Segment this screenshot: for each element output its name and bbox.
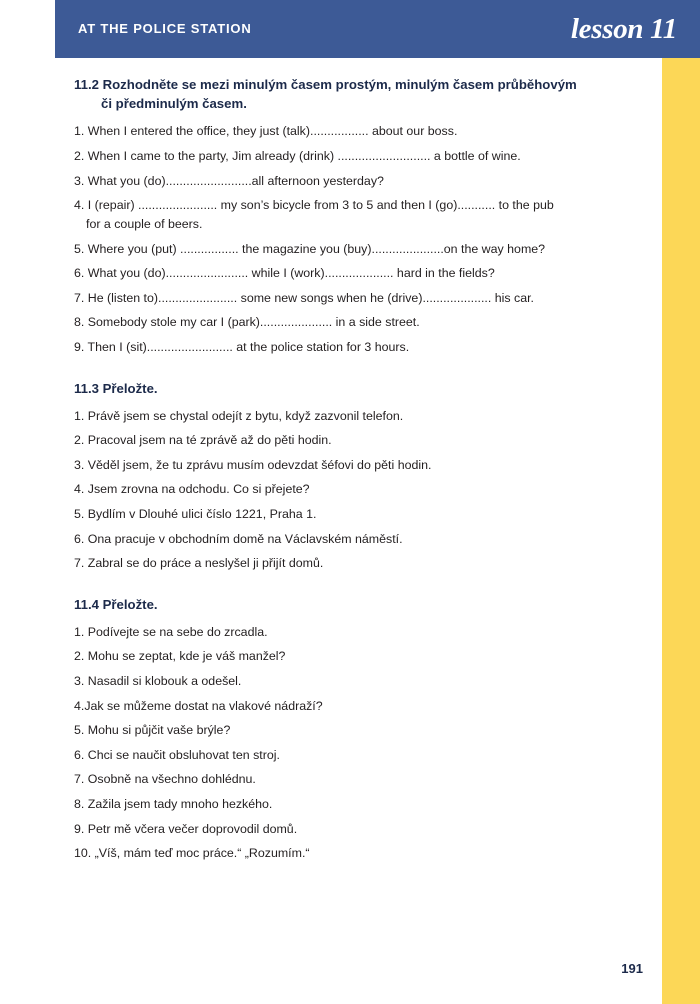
list-item-text: 9. Then I (sit)......................... at the police station for 3 hours. bbox=[74, 339, 410, 354]
list-item-text: 2. Mohu se zeptat, kde je váš manžel? bbox=[74, 649, 286, 664]
list-item bbox=[74, 338, 614, 357]
list-item bbox=[74, 289, 614, 308]
exercise-11-2-heading bbox=[74, 76, 614, 113]
list-item-text: 8. Zažila jsem tady mnoho hezkého. bbox=[74, 797, 273, 812]
list-item-text: 4. Jsem zrovna na odchodu. Co si přejete? bbox=[74, 482, 310, 497]
list-item-text: 2. When I came to the party, Jim already (drink) ........................... a bottle of wine. bbox=[74, 149, 521, 164]
section-spacer bbox=[74, 363, 614, 381]
list-item-text-cont: for a couple of beers. bbox=[86, 216, 203, 231]
list-item bbox=[74, 505, 614, 524]
list-item bbox=[74, 554, 614, 573]
list-item bbox=[74, 721, 614, 740]
list-item-text: 10. „Víš, mám teď moc práce.“ „Rozumím.“ bbox=[74, 846, 310, 861]
list-item bbox=[74, 770, 614, 789]
list-item bbox=[74, 196, 614, 233]
exercise-11-4-heading: 11.4 Přeložte. bbox=[74, 596, 158, 612]
list-item-text: 8. Somebody stole my car I (park)..................... in a side street. bbox=[74, 315, 420, 330]
list-item-text: 2. Pracoval jsem na té zprávě až do pěti hodin. bbox=[74, 433, 332, 448]
list-item bbox=[74, 264, 614, 283]
list-item bbox=[74, 431, 614, 450]
list-item-text: 3. Věděl jsem, že tu zprávu musím odevzdat šéfovi do pěti hodin. bbox=[74, 457, 432, 472]
page-header bbox=[0, 0, 700, 58]
list-item bbox=[74, 480, 614, 499]
list-item bbox=[74, 172, 614, 191]
list-item bbox=[74, 456, 614, 475]
list-item-text: 7. Zabral se do práce a neslyšel ji přijít domů. bbox=[74, 556, 324, 571]
lesson-label: lesson 11 bbox=[570, 13, 677, 45]
list-item bbox=[74, 795, 614, 814]
list-item-text: 4. I (repair) ....................... my son’s bicycle from 3 to 5 and then I (go)........... to the pub bbox=[74, 198, 554, 213]
exercise-11-3-heading: 11.3 Přeložte. bbox=[74, 380, 158, 396]
page-number: 191 bbox=[621, 961, 643, 976]
list-item-text: 6. Chci se naučit obsluhovat ten stroj. bbox=[74, 747, 280, 762]
list-item-text: 7. He (listen to)....................... some new songs when he (drive).................... his car. bbox=[74, 290, 534, 305]
exercise-11-4 bbox=[74, 597, 614, 863]
list-item bbox=[74, 122, 614, 141]
list-item bbox=[74, 623, 614, 642]
list-item bbox=[74, 240, 614, 259]
list-item-text: 6. Ona pracuje v obchodním domě na Václavském náměstí. bbox=[74, 531, 403, 546]
list-item bbox=[74, 530, 614, 549]
list-item bbox=[74, 844, 614, 863]
list-item-text: 7. Osobně na všechno dohlédnu. bbox=[74, 772, 256, 787]
list-item-text: 3. Nasadil si klobouk a odešel. bbox=[74, 674, 242, 689]
list-item bbox=[74, 820, 614, 839]
list-item bbox=[74, 313, 614, 332]
list-item-text: 9. Petr mě včera večer doprovodil domů. bbox=[74, 821, 298, 836]
list-item bbox=[74, 746, 614, 765]
section-spacer bbox=[74, 579, 614, 597]
exercise-11-2-heading-line1: 11.2 Rozhodněte se mezi minulým časem prostým, minulým časem průběhovým bbox=[74, 77, 577, 92]
list-item bbox=[74, 697, 614, 716]
page-content bbox=[74, 76, 614, 869]
list-item bbox=[74, 647, 614, 666]
page-edge-accent-bar bbox=[662, 0, 700, 1004]
list-item-text: 1. Právě jsem se chystal odejít z bytu, když zazvonil telefon. bbox=[74, 408, 404, 423]
list-item-text: 1. Podívejte se na sebe do zrcadla. bbox=[74, 624, 268, 639]
exercise-11-2-heading-line2: či předminulým časem. bbox=[101, 95, 247, 111]
exercise-11-3 bbox=[74, 381, 614, 573]
header-title: AT THE POLICE STATION bbox=[78, 21, 252, 36]
list-item-text: 5. Mohu si půjčit vaše brýle? bbox=[74, 723, 231, 738]
list-item bbox=[74, 407, 614, 426]
list-item-text: 3. What you (do).........................all afternoon yesterday? bbox=[74, 173, 384, 188]
list-item-text: 6. What you (do)........................ while I (work).................... hard in the fields? bbox=[74, 266, 495, 281]
list-item bbox=[74, 672, 614, 691]
exercise-11-2 bbox=[74, 76, 614, 357]
list-item-text: 4.Jak se můžeme dostat na vlakové nádraží? bbox=[74, 698, 323, 713]
list-item-text: 5. Bydlím v Dlouhé ulici číslo 1221, Praha 1. bbox=[74, 507, 317, 521]
list-item-text: 1. When I entered the office, they just (talk)................. about our boss. bbox=[74, 124, 458, 139]
list-item bbox=[74, 147, 614, 166]
list-item-text: 5. Where you (put) ................. the magazine you (buy).....................on the way home? bbox=[74, 241, 546, 256]
